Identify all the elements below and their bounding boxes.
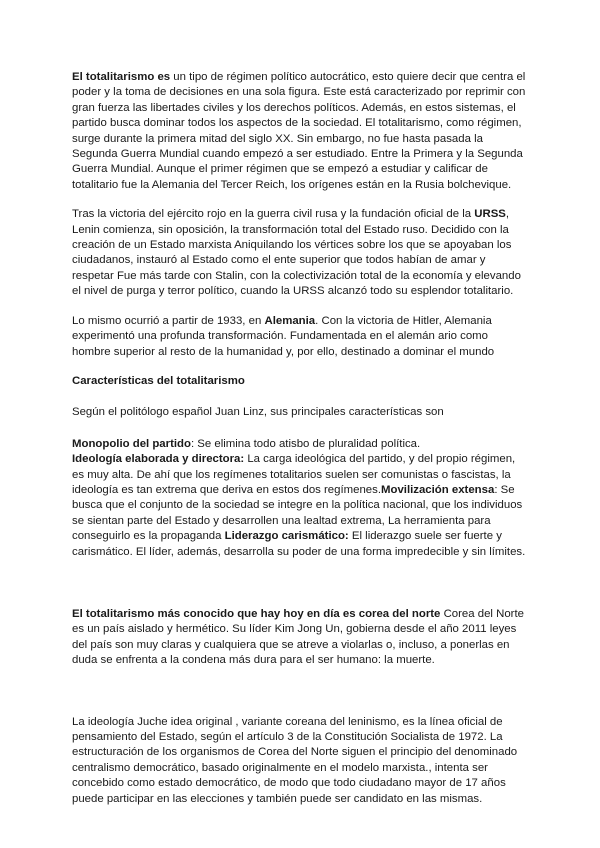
paragraph-features	[72, 437, 528, 560]
feature-monopolio-title: Monopolio del partido	[72, 437, 191, 450]
feature-monopolio-text: : Se elimina todo atisbo de pluralidad política.	[190, 437, 421, 450]
paragraph-corea	[72, 607, 528, 669]
feature-ideologia-title: Ideología elaborada y directora:	[72, 453, 245, 466]
corea-bold: El totalitarismo más conocido que hay hoy en día es corea del norte	[72, 607, 441, 620]
urss-text-b: , Lenin comienza, sin oposición, la transformación total del Estado ruso. Decidido con la creación de un Estado marxista Aniquilando los vértices sobre los que se apoyaban los ciudadanos, instauró al Estado como el ente superior que todos habían de amar y respetar Fue más tarde con Stalin, con la colectivización total de la economía y elevando el nivel de purga y terror político, cuando la URSS alcanzó todo su esplendor totalitario.	[72, 208, 521, 298]
corea-text: Corea del Norte es un país aislado y hermético. Su líder Kim Jong Un, gobierna desde el año 2011 leyes del país son muy claras y cualquiera que se atreve a violarlas o, incluso, a ponerlas en duda se enfrenta a la condena más dura para el ser humano: la muerte.	[72, 607, 524, 667]
feature-liderazgo-text: El liderazgo suele ser fuerte y carismático. El líder, además, desarrolla su poder de una forma impredecible y sin límites.	[72, 530, 526, 558]
intro-lead: El totalitarismo es	[72, 71, 171, 83]
paragraph-juche: La ideología Juche idea original , variante coreana del leninismo, es la línea oficial de pensamiento del Estado, según el artículo 3 de la Constitución Socialista de 1972. La estructuración de los organismos de Corea del Norte siguen el principio del denominado centralismo democrático, basado originalmente en el modelo marxista., intenta ser concebido como estado democrático, de modo que todo ciudadano mayor de 17 años puede participar en las elecciones y también puede ser candidato en las mismas.	[72, 715, 518, 805]
paragraph-linz: Según el politólogo español Juan Linz, sus principales características son	[72, 406, 444, 419]
alemania-text-b: . Con la victoria de Hitler, Alemania experimentó una profunda transformación. Fundamentada en el alemán ario como hombre superior al resto de la humanidad y, por ello, destinado a dominar el mundo	[72, 314, 495, 358]
alemania-text-a: Lo mismo ocurrió a partir de 1933, en	[72, 314, 265, 327]
paragraph-alemania	[72, 314, 528, 360]
urss-text-a: Tras la victoria del ejército rojo en la guerra civil rusa y la fundación oficial de la	[72, 208, 475, 221]
document-page	[72, 70, 528, 807]
feature-liderazgo-title: Liderazgo carismático:	[224, 530, 349, 543]
alemania-bold: Alemania	[264, 314, 316, 327]
urss-bold: URSS	[474, 208, 506, 221]
intro-text: un tipo de régimen político autocrático, esto quiere decir que centra el poder y la toma de decisiones en una sola figura. Este está caracterizado por reprimir con gran fuerza las libertades civiles y los derechos políticos. Además, en estos sistemas, el partido busca dominar todos los aspectos de la sociedad. El totalitarismo, como régimen, surge durante la primera mitad del siglo XX. Sin embargo, no fue hasta pasada la Segunda Guerra Mundial cuando empezó a ser estudiado. Entre la Primera y la Segunda Guerra Mundial. Aunque el primer régimen que se empezó a estudiar y calificar de totalitario fue la Alemania del Tercer Reich, los orígenes están en la Rusia bolchevique.	[72, 71, 526, 191]
paragraph-intro	[72, 70, 528, 193]
feature-movilizacion-title: Movilización extensa	[381, 483, 495, 496]
feature-ideologia-text: La carga ideológica del partido, y del propio régimen, es muy alta. De ahí que los regímenes totalitarios suelen ser comunistas o fascistas, la ideología es tan extrema que deriva en estos dos regímenes.	[72, 453, 516, 496]
feature-movilizacion-text: : Se busca que el conjunto de la sociedad se integre en la política nacional, que los individuos se sientan parte del Estado y desarrollen una lealtad extrema, La herramienta para conseguirlo es la propaganda	[72, 483, 523, 543]
paragraph-urss	[72, 207, 528, 299]
section-heading: Características del totalitarismo	[72, 374, 245, 387]
